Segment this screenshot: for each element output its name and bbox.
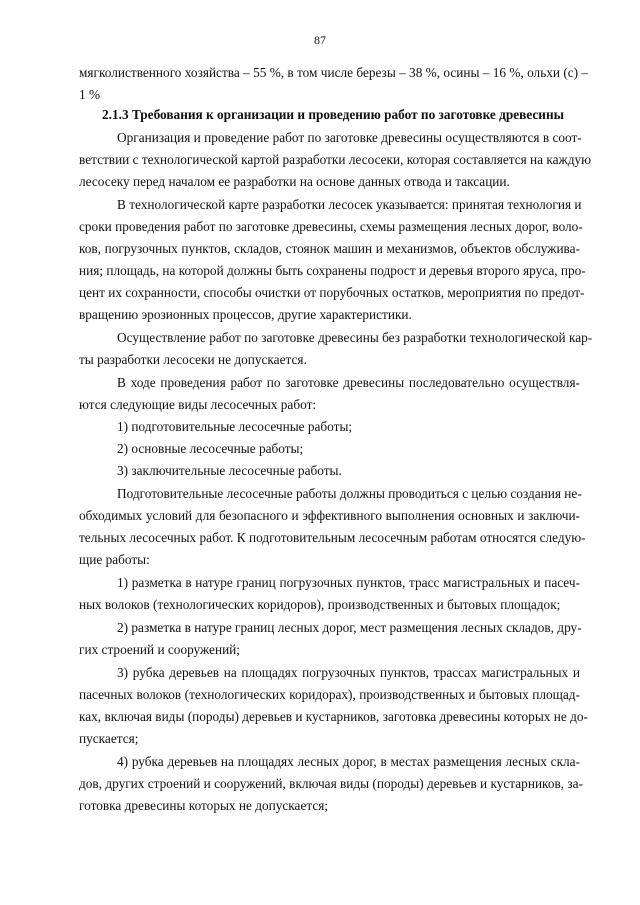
list-item: 3) заключительные лесосечные работы. [117, 463, 342, 478]
text-line: цент их сохранности, способы очистки от порубочных остатков, мероприятия по предот- [79, 285, 585, 300]
list-item: 2) разметка в натуре границ лесных дорог, мест размещения лесных складов, дру- [117, 620, 582, 635]
text-line: 1 % [79, 87, 101, 102]
text-line: дов, других строений и сооружений, включая виды (породы) деревьев и кустарников, за- [79, 776, 584, 791]
text-line: ных волоков (технологических коридоров), производственных и бытовых площадок; [79, 597, 561, 612]
page-number: 87 [314, 33, 326, 47]
text-line: В ходе проведения работ по заготовке древесины последовательно осуществля- [117, 375, 580, 390]
text-line: мягколиственного хозяйства – 55 %, в том числе березы – 38 %, осины – 16 %, ольхи (с) – [79, 65, 589, 80]
text-line: гих строений и сооружений; [79, 642, 240, 657]
text-line: лесосеку перед началом ее разработки на основе данных отвода и таксации. [79, 174, 510, 189]
text-line: ются следующие виды лесосечных работ: [79, 397, 317, 412]
text-line: В технологической карте разработки лесосек указывается: принятая технология и [117, 197, 582, 212]
text-line: вращению эрозионных процессов, другие характеристики. [79, 307, 412, 322]
text-line: щие работы: [79, 552, 150, 567]
text-line: пасечных волоков (технологических коридорах), производственных и бытовых площад- [79, 687, 580, 702]
text-line: тельных лесосечных работ. К подготовительным лесосечным работам относятся следую- [79, 530, 586, 545]
text-line: Подготовительные лесосечные работы должны проводиться с целью создания не- [117, 486, 582, 501]
list-item: 2) основные лесосечные работы; [117, 441, 304, 456]
list-item: 1) подготовительные лесосечные работы; [117, 419, 353, 434]
text-line: Организация и проведение работ по заготовке древесины осуществляются в соот- [117, 130, 582, 145]
text-line: ках, включая виды (породы) деревьев и кустарников, заготовка древесины которых не до- [79, 709, 588, 724]
text-line: ния; площадь, на которой должны быть сохранены подрост и деревья второго яруса, про- [79, 263, 586, 278]
text-line: ветствии с технологической картой разработки лесосеки, которая составляется на каждую [79, 152, 592, 167]
text-line: ты разработки лесосеки не допускается. [79, 352, 307, 367]
text-line: готовка древесины которых не допускается; [79, 798, 329, 813]
list-item: 4) рубка деревьев на площадях лесных дорог, в местах размещения лесных скла- [117, 754, 580, 769]
section-heading: 2.1.3 Требования к организации и проведению работ по заготовке древесины [102, 107, 565, 122]
text-line: обходимых условий для безопасного и эффективного выполнения основных и заключи- [79, 508, 580, 523]
text-line: сроки проведения работ по заготовке древесины, схемы размещения лесных дорог, воло- [79, 219, 583, 234]
text-line: ков, погрузочных пунктов, складов, стоянок машин и механизмов, объектов обслужива- [79, 241, 580, 256]
list-item: 3) рубка деревьев на площадях погрузочных пунктов, трассах магистральных и [117, 665, 580, 680]
text-line: пускается; [79, 731, 139, 746]
text-line: Осуществление работ по заготовке древесины без разработки технологической кар- [117, 330, 593, 345]
list-item: 1) разметка в натуре границ погрузочных пунктов, трасс магистральных и пасеч- [117, 575, 580, 590]
